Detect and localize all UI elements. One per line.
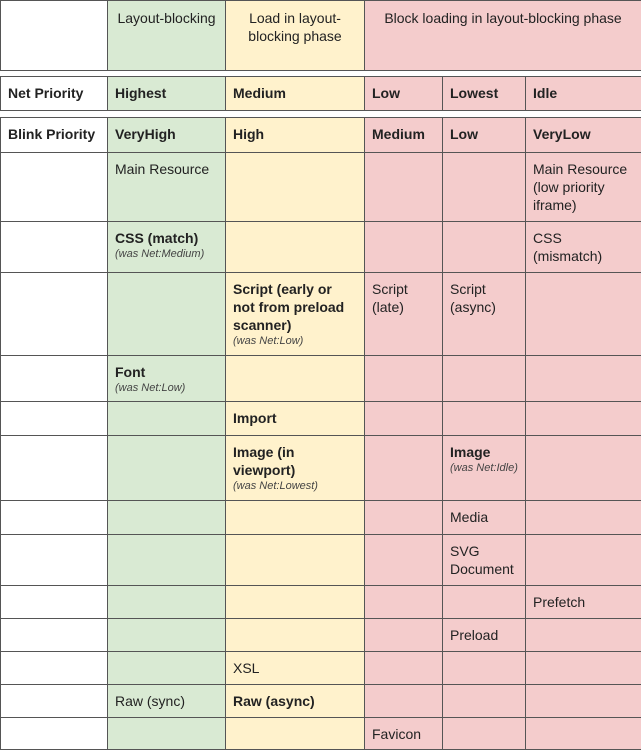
table-row (1, 356, 641, 402)
import-cell: Import (226, 402, 365, 436)
css-match-note: (was Net:Medium) (115, 247, 218, 261)
css-match-cell (108, 222, 226, 273)
font-cell (108, 356, 226, 402)
table-row (1, 535, 641, 586)
script-early-note: (was Net:Low) (233, 334, 357, 348)
favicon-cell: Favicon (365, 718, 443, 750)
phase-header-empty-cell (1, 1, 108, 71)
script-async-cell: Script (async) (443, 273, 526, 356)
image-note: (was Net:Idle) (450, 461, 518, 475)
net-priority-medium: Medium (226, 77, 365, 111)
table-row (1, 436, 641, 501)
net-priority-lowest: Lowest (443, 77, 526, 111)
main-resource-cell: Main Resource (108, 153, 226, 222)
blink-priority-veryhigh: VeryHigh (108, 118, 226, 153)
table-row (1, 501, 641, 535)
table-row (1, 153, 641, 222)
image-cell (443, 436, 526, 501)
net-priority-table (0, 76, 641, 111)
blink-priority-medium: Medium (365, 118, 443, 153)
media-cell: Media (443, 501, 526, 535)
preload-cell: Preload (443, 619, 526, 652)
css-match-label: CSS (match) (115, 230, 198, 246)
blink-priority-low: Low (443, 118, 526, 153)
blink-priority-verylow: VeryLow (526, 118, 641, 153)
table-row (1, 118, 641, 153)
font-label: Font (115, 364, 145, 380)
image-label: Image (450, 444, 490, 460)
raw-sync-cell: Raw (sync) (108, 685, 226, 718)
xsl-cell: XSL (226, 652, 365, 685)
net-priority-idle: Idle (526, 77, 641, 111)
phase-header-table (0, 0, 641, 71)
table-row (1, 273, 641, 356)
net-priority-label: Net Priority (1, 77, 108, 111)
raw-async-cell: Raw (async) (226, 685, 365, 718)
font-note: (was Net:Low) (115, 381, 218, 395)
table-row (1, 619, 641, 652)
blink-priority-table (0, 117, 641, 750)
image-viewport-label: Image (in viewport) (233, 444, 295, 478)
table-row (1, 718, 641, 750)
table-row (1, 685, 641, 718)
table-row (1, 402, 641, 436)
table-row (1, 652, 641, 685)
main-resource-iframe-cell: Main Resource (low priority iframe) (526, 153, 641, 222)
table-row (1, 222, 641, 273)
image-viewport-cell (226, 436, 365, 501)
phase-layout-blocking: Layout-blocking (108, 1, 226, 71)
css-mismatch-cell: CSS (mismatch) (526, 222, 641, 273)
script-early-cell (226, 273, 365, 356)
prefetch-cell: Prefetch (526, 586, 641, 619)
blink-priority-high: High (226, 118, 365, 153)
script-late-cell: Script (late) (365, 273, 443, 356)
image-viewport-note: (was Net:Lowest) (233, 479, 357, 493)
blink-priority-label: Blink Priority (1, 118, 108, 153)
phase-load-in-layout-blocking: Load in layout-blocking phase (226, 1, 365, 71)
table-row (1, 586, 641, 619)
script-early-label: Script (early or not from preload scanner) (233, 281, 344, 333)
svg-document-cell: SVG Document (443, 535, 526, 586)
net-priority-highest: Highest (108, 77, 226, 111)
net-priority-low: Low (365, 77, 443, 111)
phase-block-loading: Block loading in layout-blocking phase (365, 1, 641, 71)
